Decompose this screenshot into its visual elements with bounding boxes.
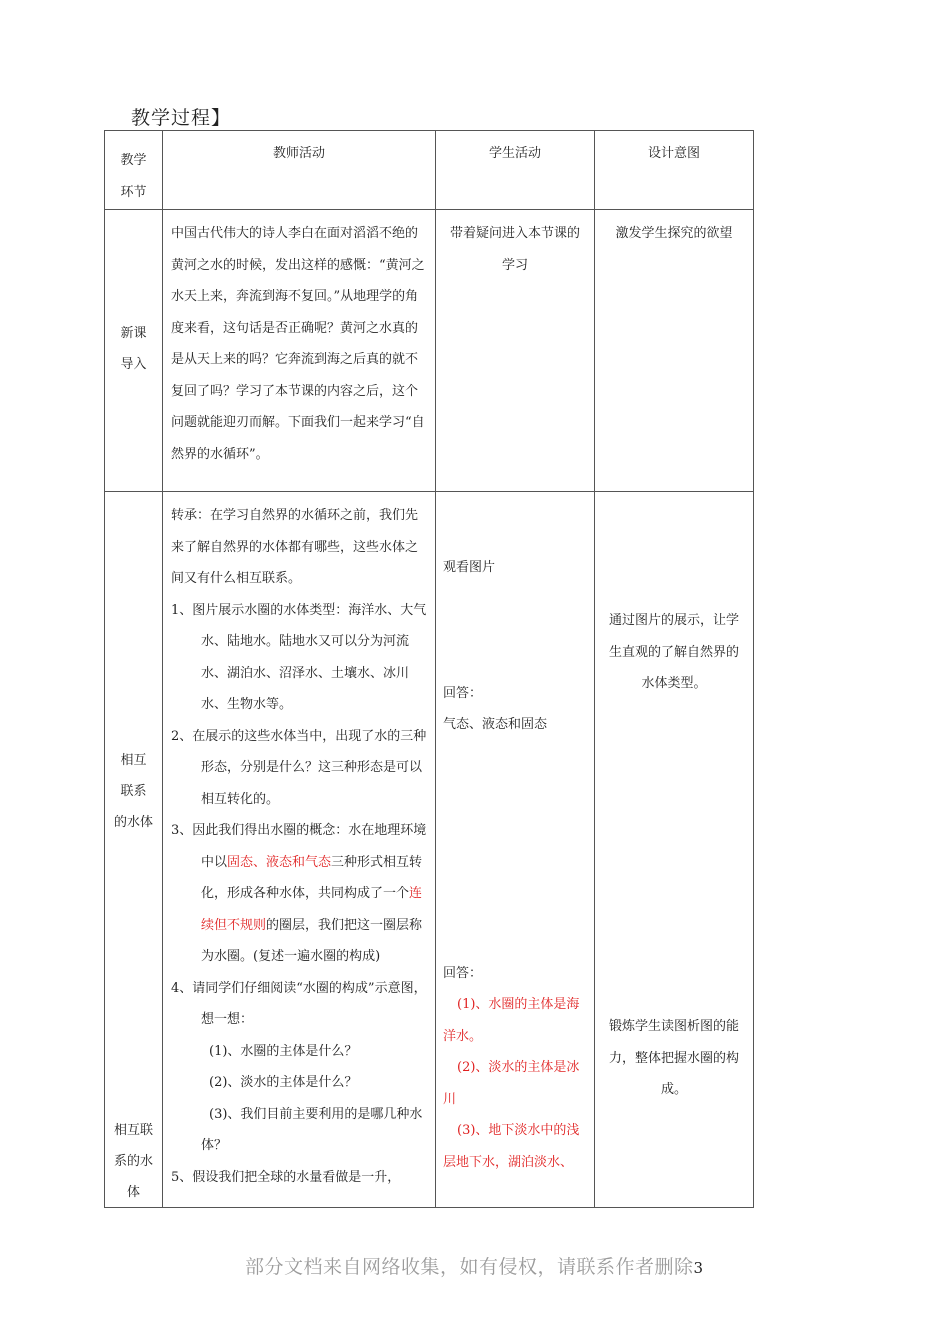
- design-water: [595, 492, 754, 1208]
- student-answer-2: (2)、淡水的主体是冰川: [443, 1060, 580, 1107]
- student-view: 观看图片: [443, 560, 496, 575]
- header-student: 学生活动: [436, 131, 595, 210]
- footer-disclaimer: 部分文档来自网络收集，如有侵权，请联系作者删除: [245, 1256, 694, 1278]
- question-3: (3)、我们目前主要利用的是哪几种水体？: [201, 1106, 423, 1153]
- teacher-transition: 转承：在学习自然界的水循环之前，我们先来了解自然界的水体都有哪些，这些水体之间又有什么相互联系。: [171, 508, 419, 586]
- design-point-2: 锻炼学生读图析图的能力，整体把握水圈的构成。: [608, 1019, 739, 1097]
- lesson-plan-table: [104, 130, 754, 1208]
- teacher-step-2: 2、在展示的这些水体当中，出现了水的三种形态，分别是什么？这三种形态是可以相互转化的。: [171, 728, 427, 807]
- teacher-step-3: 3、因此我们得出水圈的概念：水在地理环境中以固态、液态和气态三种形式相互转化，形成各种水体，共同构成了一个连续但不规则的圈层，我们把这一圈层称为水圈。(复述一遍水圈的构成): [171, 823, 427, 964]
- key-term-states: 固态、液态和气态: [227, 854, 332, 870]
- table-row-water: [105, 492, 754, 1208]
- header-stage: 教学 环节: [105, 131, 163, 210]
- page-footer: [245, 1252, 704, 1279]
- stage-intro: 新课 导入: [105, 210, 163, 492]
- header-design: 设计意图: [595, 131, 754, 210]
- question-2: (2)、淡水的主体是什么？: [209, 1075, 358, 1090]
- student-answer-label-1: 回答：: [443, 686, 483, 701]
- student-intro: 带着疑问进入本节课的学习: [436, 210, 595, 492]
- teacher-step-1: 1、图片展示水圈的水体类型：海洋水、大气水、陆地水。陆地水又可以分为河流水、湖泊水、沼泽水、土壤水、冰川水、生物水等。: [171, 602, 427, 712]
- teacher-water: [163, 492, 436, 1208]
- student-answer-label-2: 回答：: [443, 966, 483, 981]
- stage-water: 相互 联系 的水体 相互联 系的水 体: [105, 492, 163, 1208]
- header-teacher: 教师活动: [163, 131, 436, 210]
- page-number: 3: [693, 1259, 704, 1277]
- key-term-continuous: 连续但不规则: [201, 886, 423, 933]
- student-states: 气态、液态和固态: [443, 717, 548, 732]
- table-row-intro: [105, 210, 754, 492]
- student-water: [436, 492, 595, 1208]
- question-1: (1)、水圈的主体是什么？: [209, 1043, 358, 1059]
- teacher-step-5: 5、假设我们把全球的水量看做是一升，: [171, 1169, 401, 1185]
- section-heading: 教学过程】: [131, 107, 232, 129]
- design-intro: 激发学生探究的欲望: [595, 210, 754, 492]
- teacher-intro: 中国古代伟大的诗人李白在面对滔滔不绝的黄河之水的时候，发出这样的感慨：“黄河之水天上来，奔流到海不复回。”从地理学的角度来看，这句话是否正确呢？黄河之水真的是从天上来的吗？它奔流到海之后真的就不复回了吗？学习了本节课的内容之后，这个问题就能迎刃而解。下面我们一起来学习“自然界的水循环”。: [163, 210, 436, 492]
- teacher-step-4: 4、请同学们仔细阅读“水圈的构成”示意图，想一想：: [171, 980, 427, 1027]
- student-answer-3: (3)、地下淡水中的浅层地下水，湖泊淡水、: [443, 1123, 580, 1170]
- student-answer-1: (1)、水圈的主体是海洋水。: [443, 997, 580, 1044]
- design-point-1: 通过图片的展示，让学生直观的了解自然界的水体类型。: [608, 613, 739, 691]
- table-header-row: [105, 131, 754, 210]
